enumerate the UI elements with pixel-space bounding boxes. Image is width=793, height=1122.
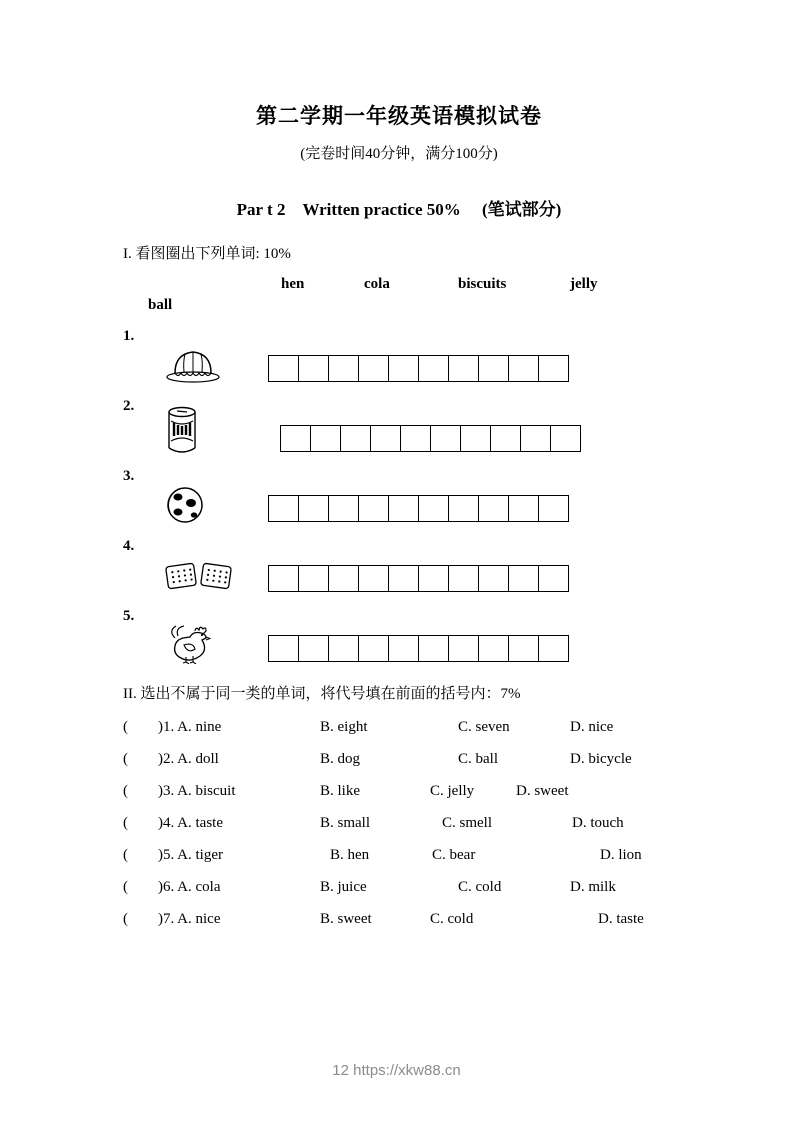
answer-box [268, 565, 299, 592]
answer-box [370, 425, 401, 452]
word-bank-item: hen [281, 276, 305, 292]
answer-box [508, 565, 539, 592]
option-d: D. milk [570, 878, 616, 895]
option-c: C. cold [430, 910, 474, 927]
hen-image [149, 624, 268, 664]
picture-item [123, 398, 675, 454]
answer-box [550, 425, 581, 452]
answer-box [478, 635, 509, 662]
answer-box [388, 495, 419, 522]
bracket-close: ) [158, 846, 163, 863]
answer-box [478, 565, 509, 592]
part2-heading: Par t 2 Written practice 50% (笔试部分) [236, 200, 562, 219]
answer-box [448, 635, 479, 662]
option-d: D. taste [598, 910, 644, 927]
option-a: 3. A. biscuit [163, 782, 236, 799]
answer-box [478, 355, 509, 382]
word-bank-item: biscuits [458, 276, 507, 292]
option-d: D. lion [600, 846, 642, 863]
answer-box [538, 495, 569, 522]
answer-box [418, 355, 449, 382]
choice-question-row [123, 711, 675, 743]
option-b: B. eight [320, 718, 368, 735]
choice-question-row [123, 807, 675, 839]
page-subtitle: (完卷时间40分钟，满分100分) [300, 146, 498, 162]
answer-box [280, 425, 311, 452]
option-c: C. cold [458, 878, 502, 895]
option-c: C. ball [458, 750, 498, 767]
section1-items [123, 328, 675, 664]
answer-bracket [123, 815, 163, 832]
option-b: B. like [320, 782, 360, 799]
option-a: 7. A. nice [163, 910, 221, 927]
word-bank-item: cola [364, 276, 390, 292]
answer-box [310, 425, 341, 452]
answer-box [448, 495, 479, 522]
item-number: 3. [123, 468, 135, 484]
bracket-open: ( [123, 878, 128, 895]
answer-box [418, 495, 449, 522]
answer-box [508, 495, 539, 522]
section2-rows [123, 711, 675, 935]
word-bank-row1 [281, 276, 675, 293]
answer-letter-grid [268, 355, 569, 382]
page-title: 第二学期一年级英语模拟试卷 [256, 104, 542, 128]
answer-box [538, 565, 569, 592]
answer-bracket [123, 911, 163, 928]
answer-bracket [123, 783, 163, 800]
option-d: D. touch [572, 814, 624, 831]
option-a: 6. A. cola [163, 878, 221, 895]
option-d: D. bicycle [570, 750, 632, 767]
item-number: 4. [123, 538, 135, 554]
word-bank-item: jelly [570, 276, 598, 292]
answer-letter-grid [268, 565, 569, 592]
choice-question-row [123, 775, 675, 807]
bracket-open: ( [123, 750, 128, 767]
answer-box [298, 495, 329, 522]
answer-box [298, 355, 329, 382]
jelly-image [149, 346, 268, 384]
answer-bracket [123, 879, 163, 896]
picture-item [123, 608, 675, 664]
option-b: B. dog [320, 750, 361, 767]
answer-box [358, 635, 389, 662]
option-a: 4. A. taste [163, 814, 223, 831]
section2-heading: II. 选出不属于同一类的单词，将代号填在前面的括号内：7% [123, 686, 521, 702]
answer-box [418, 565, 449, 592]
bracket-open: ( [123, 910, 128, 927]
choice-question-row [123, 839, 675, 871]
answer-bracket [123, 751, 163, 768]
answer-bracket [123, 847, 163, 864]
word-bank-row2 [148, 297, 675, 314]
picture-item [123, 328, 675, 384]
biscuits-image [149, 558, 268, 594]
answer-bracket [123, 719, 163, 736]
answer-letter-grid [268, 495, 569, 522]
bracket-close: ) [158, 910, 163, 927]
answer-box [340, 425, 371, 452]
exam-page [123, 100, 675, 935]
bracket-close: ) [158, 718, 163, 735]
item-number: 5. [123, 608, 135, 624]
answer-box [298, 635, 329, 662]
answer-box [358, 355, 389, 382]
bracket-open: ( [123, 718, 128, 735]
answer-box [268, 635, 299, 662]
bracket-open: ( [123, 814, 128, 831]
cola-can-image [149, 406, 268, 454]
answer-box [400, 425, 431, 452]
answer-box [538, 635, 569, 662]
option-b: B. juice [320, 878, 367, 895]
answer-box [328, 635, 359, 662]
answer-box [388, 565, 419, 592]
option-c: C. bear [432, 846, 476, 863]
answer-box [388, 635, 419, 662]
bracket-close: ) [158, 750, 163, 767]
option-b: B. small [320, 814, 371, 831]
bracket-close: ) [158, 878, 163, 895]
answer-box [418, 635, 449, 662]
choice-question-row [123, 903, 675, 935]
option-b: B. sweet [320, 910, 372, 927]
page-footer: 12 https://xkw88.cn [332, 1062, 461, 1079]
option-a: 5. A. tiger [163, 846, 223, 863]
answer-box [268, 355, 299, 382]
option-c: C. jelly [430, 782, 475, 799]
section1-heading: I. 看图圈出下列单词: 10% [123, 246, 291, 262]
answer-box [358, 565, 389, 592]
answer-box [460, 425, 491, 452]
option-c: C. seven [458, 718, 510, 735]
bracket-close: ) [158, 814, 163, 831]
option-a: 1. A. nine [163, 718, 222, 735]
bracket-close: ) [158, 782, 163, 799]
ball-image [149, 486, 268, 524]
answer-box [490, 425, 521, 452]
choice-question-row [123, 871, 675, 903]
answer-box [388, 355, 419, 382]
option-d: D. sweet [516, 782, 569, 799]
bracket-open: ( [123, 846, 128, 863]
option-c: C. smell [442, 814, 493, 831]
bracket-open: ( [123, 782, 128, 799]
answer-box [298, 565, 329, 592]
answer-box [538, 355, 569, 382]
answer-box [328, 355, 359, 382]
answer-box [358, 495, 389, 522]
answer-box [448, 355, 479, 382]
option-a: 2. A. doll [163, 750, 219, 767]
answer-box [478, 495, 509, 522]
picture-item [123, 538, 675, 594]
answer-box [328, 495, 359, 522]
word-bank-item: ball [148, 297, 173, 313]
answer-letter-grid [268, 635, 569, 662]
answer-box [520, 425, 551, 452]
answer-letter-grid [280, 425, 581, 452]
choice-question-row [123, 743, 675, 775]
answer-box [448, 565, 479, 592]
answer-box [328, 565, 359, 592]
answer-box [268, 495, 299, 522]
item-number: 1. [123, 328, 135, 344]
option-d: D. nice [570, 718, 614, 735]
picture-item [123, 468, 675, 524]
answer-box [508, 635, 539, 662]
answer-box [430, 425, 461, 452]
item-number: 2. [123, 398, 135, 414]
option-b: B. hen [330, 846, 370, 863]
answer-box [508, 355, 539, 382]
